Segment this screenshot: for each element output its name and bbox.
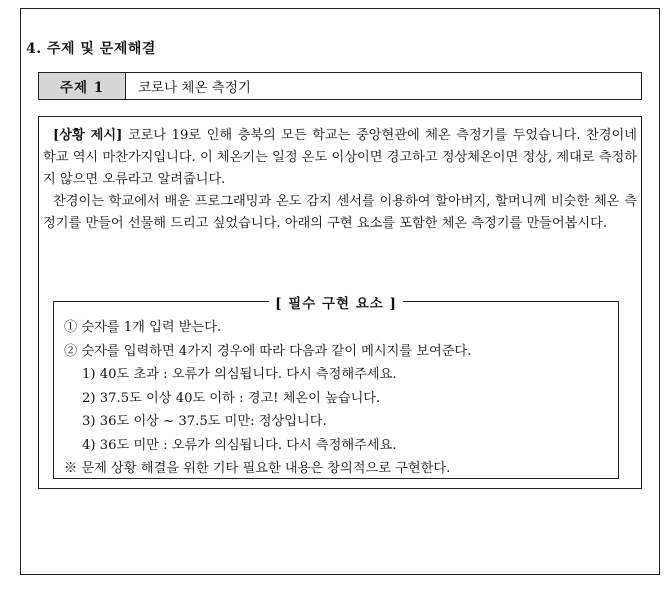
- scenario-paragraph-1-text: 코로나 19로 인해 충북의 모든 학교는 중앙현관에 체온 측정기를 두었습니다. 찬경이네 학교 역시 마찬가지입니다. 이 체온기는 일정 온도 이상이면 경고하고 정상체온이면 정상, 제대로 측정하지 않으면 오류라고 알려줍니다.: [43, 128, 637, 187]
- scenario-paragraph-2: 찬경이는 학교에서 배운 프로그래밍과 온도 감지 센서를 이용하여 할아버지, 할머니께 비슷한 체온 측정기를 만들어 선물해 드리고 싶었습니다. 아래의 구현 요소를 포함한 체온 측정기를 만들어봅시다.: [43, 194, 637, 231]
- requirement-subitem: 4) 36도 미만 : 오류가 의심됩니다. 다시 측정해주세요.: [82, 437, 397, 453]
- requirement-subitem: 1) 40도 초과 : 오류가 의심됩니다. 다시 측정해주세요.: [82, 367, 397, 382]
- requirements-title: [ 필수 구현 요소 ]: [269, 292, 403, 312]
- requirement-item: ① 숫자를 1개 입력 받는다.: [64, 320, 222, 335]
- section-heading: 4. 주제 및 문제해결: [26, 41, 156, 57]
- topic-label: 주제 1: [39, 73, 126, 99]
- requirement-item: ② 숫자를 입력하면 4가지 경우에 따라 다음과 같이 메시지를 보여준다.: [64, 343, 472, 359]
- requirement-note: ※ 문제 상황 해결을 위한 기타 필요한 내용은 창의적으로 구현한다.: [64, 461, 451, 476]
- scenario-paragraph-1: [43, 125, 637, 191]
- topic-title: 코로나 체온 측정기: [138, 80, 251, 96]
- requirement-subitem: 3) 36도 이상 ~ 37.5도 미만: 정상입니다.: [82, 414, 327, 429]
- requirements-list: [64, 316, 610, 481]
- scenario-text: [43, 125, 637, 235]
- requirement-subitem: 2) 37.5도 이상 40도 이하 : 경고! 체온이 높습니다.: [82, 390, 381, 406]
- requirements-box: [53, 296, 619, 479]
- topic-table: [38, 72, 642, 100]
- scenario-tag: [상황 제시]: [53, 128, 123, 143]
- requirements-title-wrap: [54, 292, 618, 312]
